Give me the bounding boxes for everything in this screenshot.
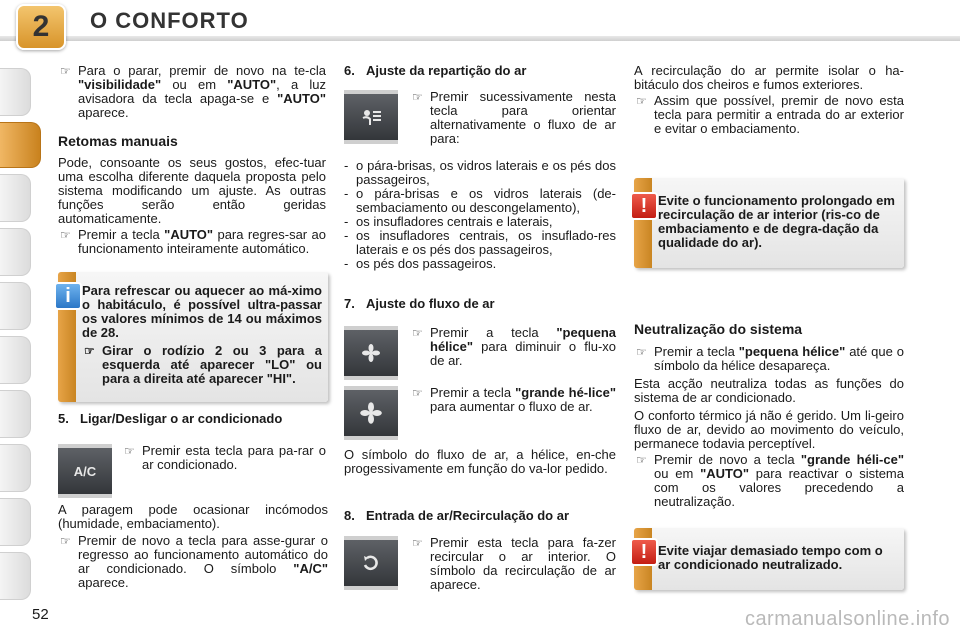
- chapter-tab-7[interactable]: [0, 390, 31, 438]
- section-6: [344, 64, 616, 78]
- chapter-tab-1[interactable]: [0, 68, 31, 116]
- section-8: [344, 509, 616, 523]
- pointing-hand-icon: ☞: [60, 534, 71, 548]
- info-bullet: ☞ Girar o rodízio 2 ou 3 para a esquerda até aparecer "LO" ou para a direita até aparecer "HI".: [84, 343, 323, 386]
- pointing-hand-icon: ☞: [412, 326, 423, 340]
- ac-stop-note: A paragem pode ocasionar incómodos (humidade, embaciamento).: [58, 502, 328, 531]
- warning-text: Evite viajar demasiado tempo com o ar condicionado neutralizado.: [658, 543, 883, 572]
- fan-symbol-paragraph: O símbolo do fluxo de ar, a hélice, en-che progessivamente em função do va-lor pedido.: [344, 447, 616, 476]
- chapter-tabs: [0, 68, 48, 606]
- pointing-hand-icon: ☞: [636, 453, 647, 467]
- neutral-bullet-1: ☞ Premir a tecla "pequena hélice" até que o símbolo da hélice desapareça.: [636, 344, 905, 373]
- recirculation-text: [410, 536, 616, 592]
- big-fan-text: [410, 386, 616, 414]
- column-3-top: [634, 64, 904, 136]
- warning-box-recirculation: [634, 178, 904, 268]
- small-fan-button-icon: [344, 326, 398, 380]
- fan-icon: [359, 401, 383, 425]
- chapter-tab-8[interactable]: [0, 444, 31, 492]
- big-fan-bullet: ☞ Premir a tecla "grande hé-lice" para aumentar o fluxo de ar.: [412, 385, 616, 414]
- exclamation-icon: !: [630, 192, 658, 220]
- info-icon: i: [54, 282, 82, 310]
- ac-restart-bullet: ☞ Premir de novo a tecla para asse-gurar o regresso ao funcionamento automático do ar condicionado. O símbolo "A/C" aparece.: [60, 533, 328, 590]
- exclamation-icon: !: [630, 538, 658, 566]
- air-distribution-bullet: ☞ Premir sucessivamente nesta tecla para orientar alternativamente o fluxo de ar para:: [412, 89, 616, 146]
- heading-section-6: 6. Ajuste da repartição do ar: [344, 63, 527, 78]
- heading-section-7: 7. Ajuste do fluxo de ar: [344, 296, 495, 311]
- pointing-hand-icon: ☞: [412, 386, 423, 400]
- list-item: - o pára-brisas, os vidros laterais e os pés dos passageiros,: [344, 158, 616, 187]
- list-item: - o pára-brisas e os vidros laterais (de-sembaciamento ou descongelamento),: [344, 186, 616, 215]
- pointing-hand-icon: ☞: [412, 90, 423, 104]
- list-item: - os insufladores centrais, os insuflado-res laterais e os pés dos passageiros,: [344, 228, 616, 257]
- recirculation-bullet: ☞ Premir esta tecla para fa-zer recircular o ar interior. O símbolo da recirculação de ar aparece.: [412, 535, 616, 592]
- neutralization-section: [634, 322, 904, 509]
- neutral-paragraph-2: O conforto térmico já não é gerido. Um li-geiro fluxo de ar, devido ao movimento do veículo, permanece todavia perceptível.: [634, 408, 904, 451]
- info-box-content: [82, 284, 322, 386]
- air-distribution-button-icon: [344, 90, 398, 144]
- big-fan-button-icon: [344, 386, 398, 440]
- pointing-hand-icon: ☞: [412, 536, 423, 550]
- section-6-text: [410, 90, 616, 146]
- info-text: Para refrescar ou aquecer ao má-ximo o habitáculo, é possível ultra-passar os valores mínimos de 14 ou máximos de 28.: [82, 283, 322, 340]
- stop-visibility-bullet: ☞ Para o parar, premir de novo na te-cla "visibilidade" ou em "AUTO", a luz avisadora da tecla apaga-se e "AUTO" aparece.: [60, 63, 326, 120]
- small-fan-text: [410, 326, 616, 368]
- warning-text: Evite o funcionamento prolongado em recirculação de ar interior (ris-co de embaciamento e de degra-dação da qualidade do ar).: [658, 193, 895, 250]
- recirculation-info: A recirculação do ar permite isolar o ha-bitáculo dos cheiros e fumos exteriores.: [634, 63, 904, 92]
- list-item: - os insufladores centrais e laterais,: [344, 214, 553, 229]
- section-7: [344, 297, 616, 311]
- pointing-hand-icon: ☞: [84, 344, 95, 358]
- pointing-hand-icon: ☞: [636, 94, 647, 108]
- section-5-body: [58, 503, 328, 590]
- pointing-hand-icon: ☞: [124, 444, 135, 458]
- chapter-tab-9[interactable]: [0, 498, 31, 546]
- warning-box-neutralized: [634, 528, 904, 590]
- chapter-tab-10[interactable]: [0, 552, 31, 600]
- pointing-hand-icon: ☞: [636, 345, 647, 359]
- info-box: [58, 272, 328, 402]
- page-number: 52: [32, 606, 49, 623]
- chapter-tab-4[interactable]: [0, 228, 31, 276]
- heading-section-5: 5. Ligar/Desligar o ar condicionado: [58, 411, 283, 426]
- list-item: - os pés dos passageiros.: [344, 256, 497, 271]
- chapter-tab-3[interactable]: [0, 174, 31, 222]
- recirculation-button-icon: [344, 536, 398, 590]
- neutral-paragraph-1: Esta acção neutraliza todas as funções do sistema de ar condicionado.: [634, 376, 904, 405]
- heading-section-8: 8. Entrada de ar/Recirculação do ar: [344, 508, 570, 523]
- outside-air-bullet: ☞ Assim que possível, premir de novo esta tecla para permitir a entrada do ar exterior e evitar o embaciamento.: [636, 93, 904, 136]
- watermark: carmanualsonline.info: [744, 608, 950, 630]
- air-distribution-icon: [358, 106, 384, 128]
- heading-retomas-manuais: Retomas manuais: [58, 133, 178, 149]
- recirculation-icon: [361, 553, 381, 573]
- pointing-hand-icon: ☞: [60, 64, 71, 78]
- ac-off-bullet: ☞ Premir esta tecla para pa-rar o ar condicionado.: [124, 443, 326, 472]
- ac-button-icon: A/C: [58, 444, 112, 498]
- heading-neutralizacao: Neutralização do sistema: [634, 321, 803, 337]
- chapter-badge: 2: [16, 4, 66, 50]
- small-fan-bullet: ☞ Premir a tecla "pequena hélice" para diminuir o flu-xo de ar.: [412, 325, 616, 368]
- section-5-text: [122, 444, 326, 472]
- neutral-bullet-2: ☞ Premir de novo a tecla "grande héli-ce" ou em "AUTO" para reactivar o sistema com os valores precedendo a neutralização.: [636, 452, 904, 509]
- chapter-tab-6[interactable]: [0, 336, 31, 384]
- section-5: [58, 412, 328, 426]
- manual-override-paragraph: Pode, consoante os seus gostos, efec-tuar uma escolha diferente daquela proposta pelo sistema modificando um ajuste. As outras funções serão então geridas automaticamente.: [58, 155, 326, 226]
- fan-icon: [361, 343, 381, 363]
- air-distribution-list: [344, 159, 616, 271]
- chapter-tab-5[interactable]: [0, 282, 31, 330]
- page-header: [0, 0, 960, 42]
- auto-bullet: ☞ Premir a tecla "AUTO" para regres-sar ao funcionamento inteiramente automático.: [60, 227, 326, 256]
- column-1: [58, 64, 326, 256]
- chapter-tab-2-active[interactable]: [0, 122, 41, 168]
- page-title: O CONFORTO: [90, 8, 249, 33]
- pointing-hand-icon: ☞: [60, 228, 71, 242]
- header-bar: [0, 36, 960, 41]
